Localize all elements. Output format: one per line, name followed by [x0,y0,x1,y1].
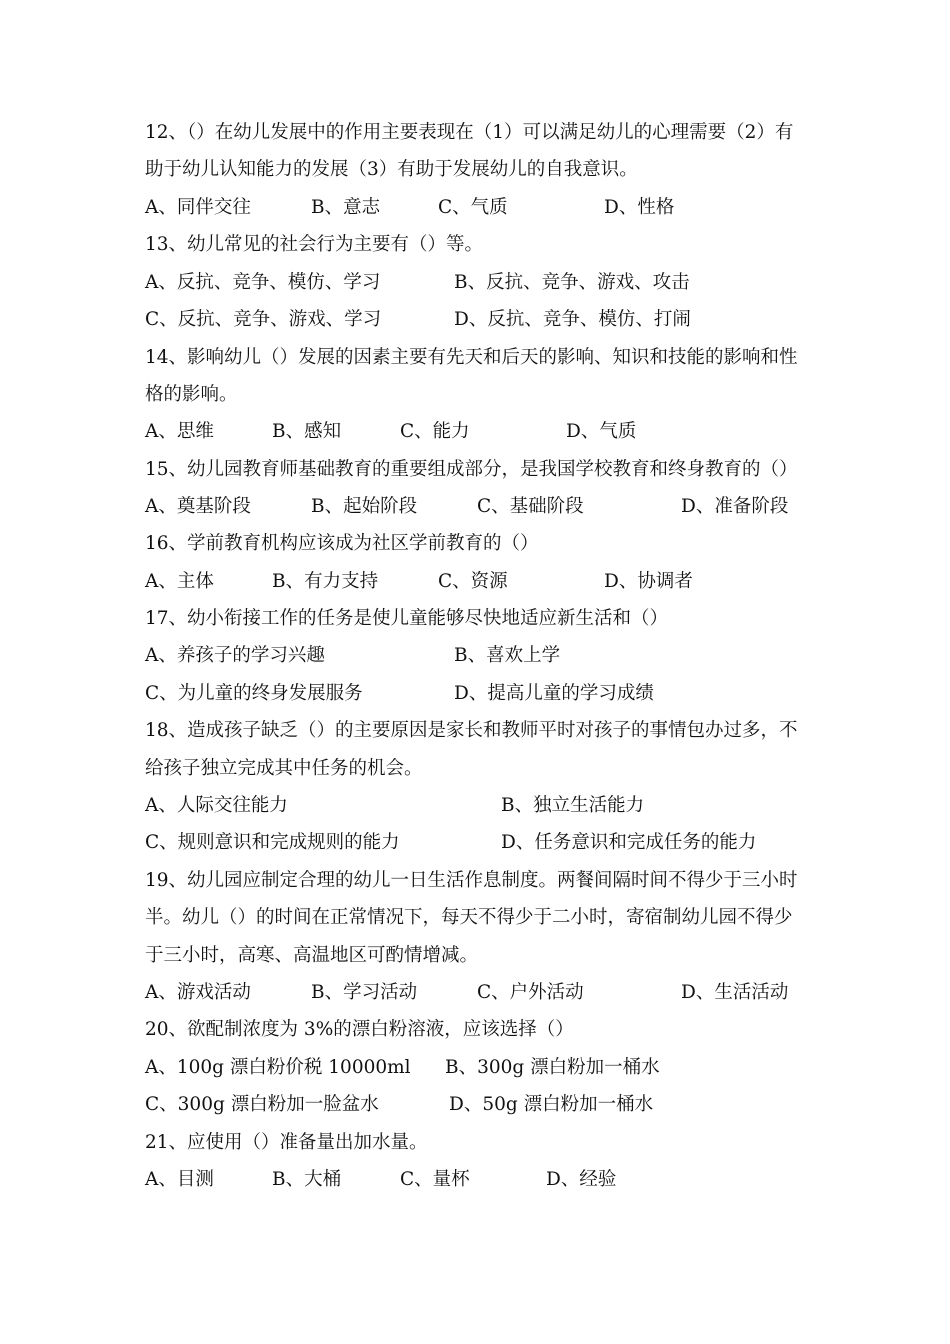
question-13-line-1: 13、幼儿常见的社会行为主要有（）等。 [145,234,484,255]
option-c: C、为儿童的终身发展服务 [145,683,363,704]
option-c: C、户外活动 [477,982,584,1003]
option-a: A、同伴交往 [145,197,251,218]
option-d: D、50g 漂白粉加一桶水 [449,1094,654,1115]
option-b: B、300g 漂白粉加一桶水 [445,1057,660,1078]
option-b: B、有力支持 [272,571,379,592]
option-a: A、人际交往能力 [145,795,288,816]
option-b: B、喜欢上学 [454,645,561,666]
question-19-line-3: 于三小时，高寒、高温地区可酌情增减。 [145,945,479,966]
option-d: D、性格 [604,197,675,218]
option-a: A、目测 [145,1169,214,1190]
question-19-line-2: 半。幼儿（）的时间在正常情况下，每天不得少于二小时，寄宿制幼儿园不得少 [145,907,793,928]
question-14-line-1: 14、影响幼儿（）发展的因素主要有先天和后天的影响、知识和技能的影响和性 [145,347,798,368]
option-c: C、量杯 [400,1169,470,1190]
option-b: B、独立生活能力 [501,795,645,816]
option-d: D、经验 [546,1169,617,1190]
option-b: B、起始阶段 [311,496,418,517]
option-b: B、大桶 [272,1169,342,1190]
option-d: D、任务意识和完成任务的能力 [501,832,757,853]
option-d: D、气质 [566,421,637,442]
option-a: A、主体 [145,571,214,592]
option-c: C、300g 漂白粉加一脸盆水 [145,1094,379,1115]
option-b: B、学习活动 [311,982,418,1003]
question-19-line-1: 19、幼儿园应制定合理的幼儿一日生活作息制度。两餐间隔时间不得少于三小时 [145,870,798,891]
option-c: C、气质 [438,197,508,218]
question-17-line-1: 17、幼小衔接工作的任务是使儿童能够尽快地适应新生活和（） [145,608,669,629]
question-12-line-1: 12、（）在幼儿发展中的作用主要表现在（1）可以满足幼儿的心理需要（2）有 [145,122,794,143]
option-d: D、生活活动 [681,982,789,1003]
question-20-line-1: 20、欲配制浓度为 3%的漂白粉溶液，应该选择（） [145,1019,574,1040]
option-d: D、提高儿童的学习成绩 [454,683,654,704]
option-a: A、奠基阶段 [145,496,251,517]
option-c: C、规则意识和完成规则的能力 [145,832,400,853]
option-d: D、反抗、竞争、模仿、打闹 [454,309,691,330]
option-b: B、感知 [272,421,342,442]
question-15-line-1: 15、幼儿园教育师基础教育的重要组成部分，是我国学校教育和终身教育的（） [145,459,798,480]
option-a: A、游戏活动 [145,982,251,1003]
option-c: C、反抗、竞争、游戏、学习 [145,309,382,330]
option-a: A、养孩子的学习兴趣 [145,645,325,666]
question-16-line-1: 16、学前教育机构应该成为社区学前教育的（） [145,533,539,554]
question-18-line-1: 18、造成孩子缺乏（）的主要原因是家长和教师平时对孩子的事情包办过多，不 [145,720,798,741]
option-d: D、准备阶段 [681,496,789,517]
option-b: B、反抗、竞争、游戏、攻击 [454,272,690,293]
option-b: B、意志 [311,197,381,218]
question-18-line-2: 给孩子独立完成其中任务的机会。 [145,758,423,779]
question-14-line-2: 格的影响。 [145,384,238,405]
option-c: C、能力 [400,421,470,442]
option-c: C、资源 [438,571,508,592]
option-c: C、基础阶段 [477,496,584,517]
option-a: A、反抗、竞争、模仿、学习 [145,272,381,293]
option-a: A、思维 [145,421,214,442]
option-d: D、协调者 [604,571,693,592]
option-a: A、100g 漂白粉价税 10000ml [145,1057,411,1078]
question-21-line-1: 21、应使用（）准备量出加水量。 [145,1132,428,1153]
question-12-line-2: 助于幼儿认知能力的发展（3）有助于发展幼儿的自我意识。 [145,159,638,180]
